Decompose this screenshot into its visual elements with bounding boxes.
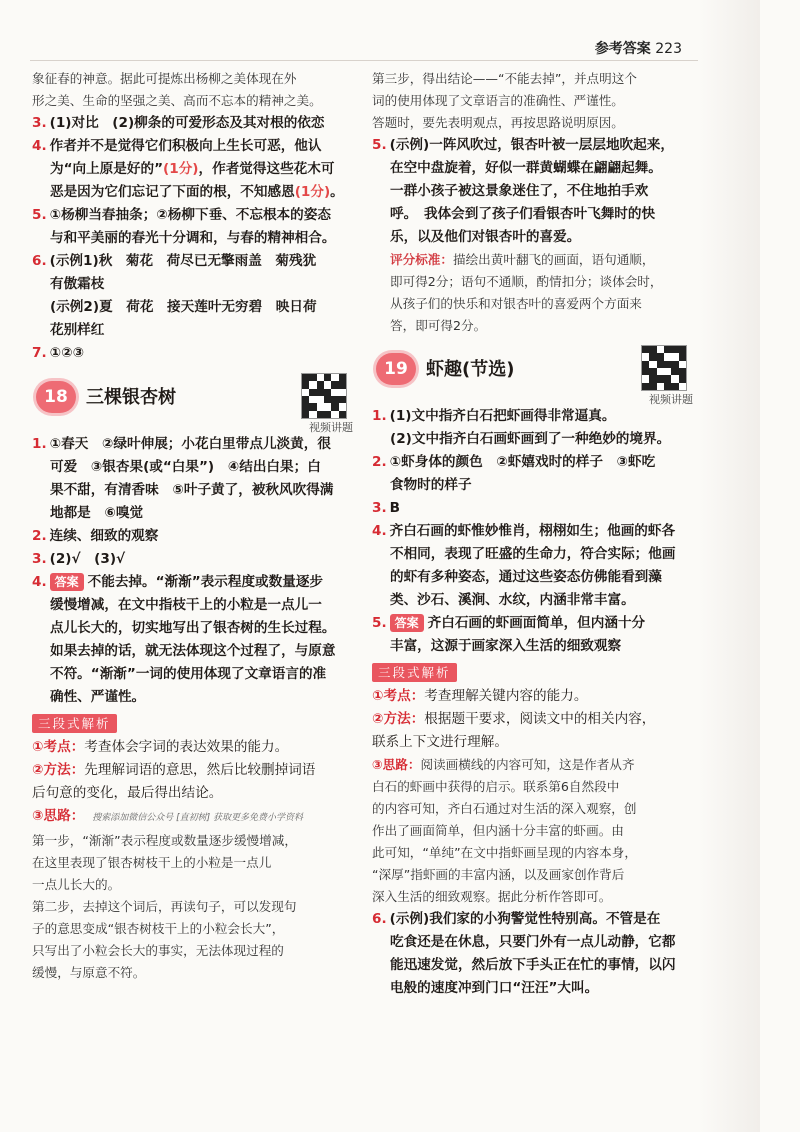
answer-3-right: 3. B [372,500,400,516]
page-header [595,38,682,58]
paragraph-line: 词的使用体现了文章语言的准确性、严谨性。 [372,93,624,108]
analysis-tag: 三段式解析 [372,663,457,682]
qr-code-icon[interactable] [641,345,687,391]
analysis-block: 三段式解析 ①考点：考查体会字词的表达效果的能力。 ②方法：先理解词语的意思，然后比较删掉词语 后句意的变化，最后得出结论。 ③思路： 搜索添加微信公众号 [直初树] 获取更多免费小学资料 第一步，“渐渐”表示程度或数量逐步缓慢增减， 在这里表现了银杏树枝干上的小粒是一点儿 一点儿长大的。 第二步，去掉这个词后，再读句子，可以发现句 子的意思变成“银杏树枝干上的小粒会长大”， 只写出了小粒会长大的事实，无法体现过程的 缓慢，与原意不符。 [32,716,316,980]
answer-2-right: 2. ①虾身体的颜色 ②虾嬉戏时的样子 ③虾吃 食物时的样子 [372,454,656,493]
answer-tag: 答案 [50,573,84,591]
watermark-note: 搜索添加微信公众号 [直初树] 获取更多免费小学资料 [92,813,304,823]
answer-1-right: 1. (1)文中指齐白石把虾画得非常逼真。 (2)文中指齐白石画虾画到了一种绝妙的境界。 [372,408,671,447]
answer-3: 3. (1)对比 (2)柳条的可爱形态及其对根的依恋 [32,115,325,131]
lesson-number-badge: 18 [36,381,76,413]
section-header-19 [372,345,697,406]
answer-3b: 3. (2)√ (3)√ [32,551,126,567]
page-edge-shading [700,0,760,1132]
answer-tag: 答案 [390,614,424,632]
lesson-number-badge: 19 [376,353,416,385]
paragraph-line: 象征春的神意。据此可提炼出杨柳之美体现在外 [32,71,297,86]
header-label: 参考答案 [594,41,651,57]
section-header-18 [32,373,357,434]
answer-1: 1. ①春天 ②绿叶伸展；小花白里带点儿淡黄，很 可爱 ③银杏果(或“白果”) ④结出白果；白 果不甜，有清香味 ⑤叶子黄了，被秋风吹得满 地都是 ⑥嗅觉 [32,436,334,521]
header-divider [30,60,698,61]
answer-7: 7. ①②③ [32,345,85,361]
qr-caption: 视频讲题 [649,393,693,406]
paragraph-line: 第三步，得出结论——“不能去掉”，并点明这个 [372,71,637,86]
answer-5-right: 5. (示例)一阵风吹过，银杏叶被一层层地吹起来， 在空中盘旋着，好似一群黄蝴蝶在翩翩起舞。 一群小孩子被这景象迷住了，不住地拍手欢 呼。 我体会到了孩子们看银杏叶飞舞时的快 乐，以及他们对银杏叶的喜爱。 评分标准：描绘出黄叶翻飞的画面，语句通顺， 即可得2分；语句不通顺，酌情扣分；谈体会时， 从孩子们的快乐和对银杏叶的喜爱两个方面来 答，即可得2分。 [372,137,674,333]
answer-6: 6. (示例1)秋 菊花 荷尽已无擎雨盖 菊残犹 有傲霜枝 (示例2)夏 荷花 接天莲叶无穷碧 映日荷 花别样红 [32,253,317,338]
page-number: 223 [655,41,682,57]
lesson-title: 三棵银杏树 [86,387,176,408]
paragraph-line: 答题时，要先表明观点，再按思路说明原因。 [372,115,624,130]
scoring-label: 评分标准： [390,252,453,267]
right-column [372,68,697,1000]
answer-2: 2. 连续、细致的观察 [32,528,159,544]
answer-4b: 4. 答案 不能去掉。“渐渐”表示程度或数量逐步 缓慢增减，在文中指枝干上的小粒是一点儿一 点儿长大的，切实地写出了银杏树的生长过程。 如果去掉的话，就无法体现这个过程了，与原意 不符。“渐渐”一词的使用体现了文章语言的准 确性、严谨性。 [32,574,336,705]
answer-6-right: 6. (示例)我们家的小狗警觉性特别高。不管是在 吃食还是在休息，只要门外有一点儿动静，它都 能迅速发觉，然后放下手头正在忙的事情，以闪 电般的速度冲到门口“汪汪”大叫。 [372,911,676,996]
answer-5b-right: 5. 答案 齐白石画的虾画面简单，但内涵十分 丰富，这源于画家深入生活的细致观察 [372,615,646,654]
answer-4-right: 4. 齐白石画的虾惟妙惟肖，栩栩如生；他画的虾各 不相同，表现了旺盛的生命力，符合实际；他画 的虾有多种姿态，通过这些姿态仿佛能看到藻 类、沙石、溪涧、水纹，内涵非常丰富。 [372,523,676,608]
analysis-tag: 三段式解析 [32,714,117,733]
left-column [32,68,357,984]
qr-code-icon[interactable] [301,373,347,419]
paragraph-line: 形之美、生命的坚强之美、高而不忘本的精神之美。 [32,93,322,108]
lesson-title: 虾趣(节选) [426,359,515,380]
analysis-block: 三段式解析 ①考点：考查理解关键内容的能力。 ②方法：根据题干要求，阅读文中的相关内容， 联系上下文进行理解。 ③思路：阅读画横线的内容可知，这是作者从齐 白石的虾画中获得的启示。联系第6自然段中 的内容可知，齐白石通过对生活的深入观察，创 作出了画面简单，但内涵十分丰富的虾画。由 此可知，“单纯”在文中指虾画呈现的内容本身， “深厚”指虾画的丰富内涵，以及画家创作背后 深入生活的细致观察。据此分析作答即可。 [372,665,656,904]
answer-5: 5. ①杨柳当春抽条；②杨柳下垂、不忘根本的姿态 与和平美丽的春光十分调和，与春的精神相合。 [32,207,336,246]
answer-4: 4. 作者并不是觉得它们积极向上生长可恶，他认 为“向上原是好的”(1分)，作者觉得这些花木可 恶是因为它们忘记了下面的根，不知感恩(1分)。 [32,138,344,200]
qr-caption: 视频讲题 [309,421,353,434]
